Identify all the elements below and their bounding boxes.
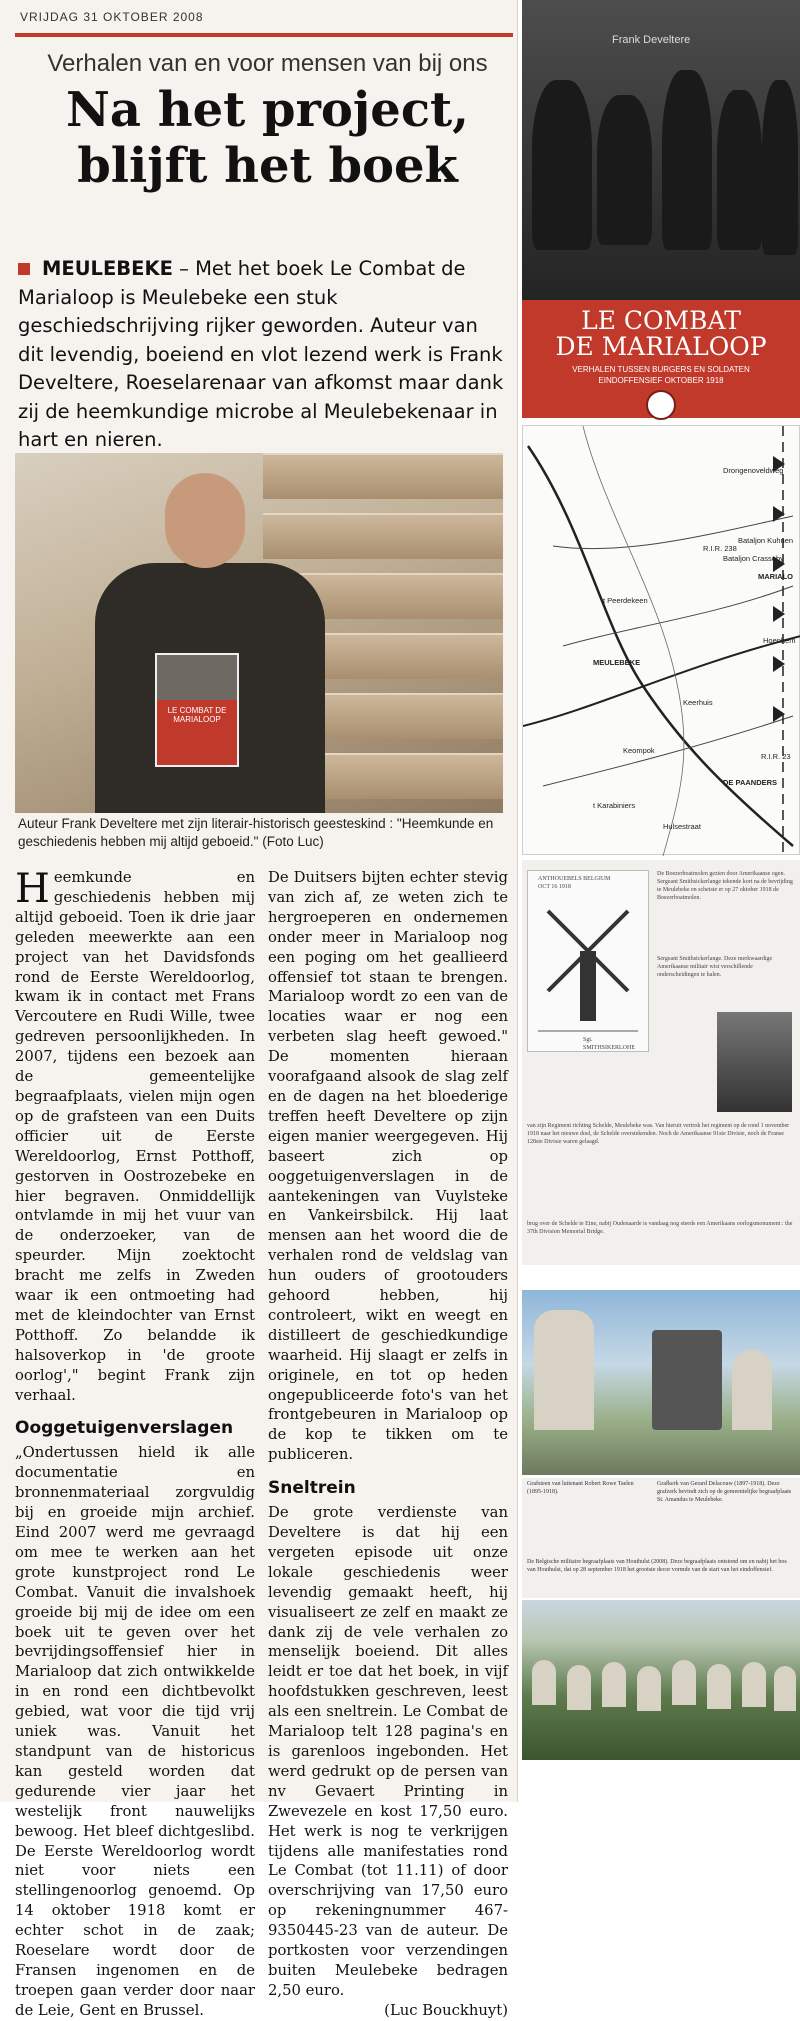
windmill-sketch <box>527 870 649 1052</box>
col2-paragraph-1: De Duitsers bijten echter stevig van zich af, ze weten zich te hergroeperen en ondernemen onder meer in Marialoop nog een poging om het geallieerd offensief tot staan te brengen. Marialoop wordt zo een van de locaties waar er nog een verbeten slag heeft gewoed." De momenten hieraan voorafgaand alsook de slag zelf en de dagen na het bloederige treffen heeft Develtere op zijn eigen manier weergegeven. Hij baseert zich op ooggetuigenverslagen in de aantekeningen van Vuylsteke en Vankeirsbilck. Hij laat mensen aan het woord die de verhalen rond de veldslag van hun ouders of grootouders gehoord hebben, hij controleert, wikt en weegt en distilleert de geschiedkundige waarheid. Hij slaagt er zelfs in originele, en tot op heden ongepubliceerde foto's van het frontgebeuren in Marialoop op de kop te tikken om te publiceren. <box>268 869 508 1464</box>
map-label: Bataljon Kuhnen <box>738 536 794 545</box>
grave-photos <box>522 1290 800 1475</box>
subhead-sneltrein: Sneltrein <box>268 1478 356 1499</box>
map-label: MARIALO <box>758 572 793 581</box>
map-label: R.I.R. 23 <box>761 752 791 761</box>
map-label: Bataljon Crasseby <box>723 554 784 563</box>
blank-area <box>522 1765 800 1802</box>
page-text-top: De Boezerboatmolen gezien door Amerikaanse ogen. Sergeant Smithsickerlange tekende kort na de bevrijding te Meulebeke en schetste er op 27 oktober 1918 de Boezerboatmolen. <box>657 871 793 901</box>
article-column-1 <box>15 868 255 2021</box>
lead-text: – Met het boek Le Combat de Marialoop is Meulebeke een stuk geschiedschrijving rijker geworden. Auteur van dit levendig, boeiend en vlot lezend werk is Frank Develtere, Roeselarenaar van afkomst maar dank zij de heemkundige microbe al Meulebekenaar in hart en nieren. <box>18 257 504 451</box>
red-rule <box>15 33 513 37</box>
col2-paragraph-2: De grote verdienste van Develtere is dat hij een vergeten episode uit onze lokale geschiedenis weer levendig gemaakt heeft, hij visualiseert ze zelf en maakt ze dank zij de vele verhalen zo menselijk boeiend. Dit alles leidt er toe dat het boek, in vijf hoofdstukken geschreven, leest als een sneltrein. Le Combat de Marialoop telt 128 pagina's en is garenloos ingebonden. Het werd gedrukt op de persen van nv Gevaert Printing in Zwevezele en kost 17,50 euro. Het werk is nog te verkrijgen tijdens alle manifestaties rond Le Combat (tot 11.11) of door overschrijving van 17,50 euro op rekeningnummer 467-9350445-23 van de auteur. De portkosten voor verzendingen buiten Meulebeke bedragen 2,50 euro. <box>268 1504 508 1999</box>
gravestone <box>732 1350 772 1430</box>
lead-paragraph <box>18 255 508 455</box>
soldier-portrait <box>717 1012 792 1112</box>
author-head <box>165 473 245 568</box>
headline <box>20 82 515 194</box>
map-label: Hulsestraat <box>663 822 701 831</box>
cover-photo-caption: Frank Develtere <box>612 34 691 46</box>
gravestone <box>534 1310 594 1430</box>
book-cover-photo <box>522 0 800 300</box>
author-credit: (Luc Bouckhuyt) <box>384 2001 508 2019</box>
map-label: DE PAANDERS <box>723 778 778 787</box>
headline-line-2: blijft het boek <box>77 138 458 194</box>
book-title-line-1: LE COMBAT <box>581 306 741 335</box>
page-text-bridge: brug over de Schelde te Eine, nabij Oudenaarde is vandaag nog steeds een Amerikaans oorlogsmonument : the 37th Division Memorial Bridge. <box>527 1221 793 1235</box>
col1-paragraph-2: „Ondertussen hield ik alle documentatie en bronnenmateriaal zorgvuldig bij en groeide mijn archief. Eind 2007 werd me gevraagd om mee te werken aan het grote kunstproject rond Le Combat. Vanuit die invalshoek groeide bij mij de idee om een boek uit te geven over het bevrijdingsoffensief hier in Marialoop dat zich ontwikkelde in en rond een dichtbevolkt gebied, wat voor die tijd vrij uniek was. Vanuit het standpunt van de historicus kan gesteld worden dat gedurende vier jaar het westelijk front nauwelijks bewoog. Het bleef dichtgeslibd. De Eerste Wereldoorlog wordt niet voor niets een stellingenoorlog genoemd. Op 14 oktober 1918 komt er echter schot in de zaak; Roeselare wordt door de Fransen ingenomen en de troepen gaan verder door naar de Leie, Gent en Brussel. <box>15 1444 255 2019</box>
col1-paragraph-1: eemkunde en geschiedenis hebben mij altijd geboeid. Toen ik drie jaar geleden meewerkte aan een project van het Davidsfonds rond de Eerste Wereldoorlog, kwam ik in contact met Frans Vercoutere en Rudi Wille, twee gedreven persoonlijkheden. In 2007, tijdens een bezoek aan de gemeentelijke begraafplaats, vielen mijn ogen op de grafsteen van een Duits officier uit de Eerste Wereldoorlog, Ernst Potthoff, gestorven in Oostrozebeke en hier begraven. Onmiddellijk ontvlamde in mij het vuur van de onderzoeker, van de speurder. Mijn zoektocht bracht me zelfs in Zweden waar ik een ontmoeting had met de kleindochter van Ernst Potthoff. Zo belandde ik halsoverkop in 'de groote oorlog'," begint Frank zijn verhaal. <box>15 869 255 1404</box>
cemetery-caption: De Belgische militaire begraafplaats van Houthulst (2008). Deze begraafplaats ontstond om en nabij het bos van Houthulst, dat op 28 september 1918 het grootste decor vormde van de start van het eindoffensief. <box>527 1559 787 1573</box>
article-column-2 <box>268 868 508 2021</box>
grave-captions <box>522 1478 800 1598</box>
cemetery-photo <box>522 1600 800 1760</box>
sketch-caption: ANTHOUEBELS BELGIUM OCT 16 1918 <box>538 876 611 890</box>
book-cover-title: LE COMBAT DE MARIALOOP <box>167 706 227 724</box>
map-label: Drongenoveldweg <box>723 466 784 475</box>
map-label: Hoenhem <box>763 636 796 645</box>
photo-caption: Auteur Frank Develtere met zijn literair-historisch geesteskind : "Heemkunde en geschiedenis hebben mij altijd geboeid." (Foto Luc) <box>18 816 494 849</box>
book-subtitle-1: VERHALEN TUSSEN BURGERS EN SOLDATEN <box>572 365 750 374</box>
battle-map <box>522 425 800 855</box>
book-in-hand <box>155 653 239 767</box>
book-subtitle <box>522 364 800 386</box>
page-text-mid: Sergeant Smithsickerlange. Deze merkwaardige Amerikaanse militair wist verschillende onderscheidingen te halen. <box>657 956 773 978</box>
lead-place: MEULEBEKE <box>42 257 173 280</box>
map-label: t Peerdekeen <box>603 596 648 605</box>
book-cover-title-panel <box>522 300 800 418</box>
windmill-icon <box>528 871 648 1051</box>
drop-cap: H <box>15 866 50 912</box>
emblem-icon <box>646 390 676 420</box>
map-label: Keerhuis <box>683 698 713 707</box>
subhead-ooggetuigenverslagen: Ooggetuigenverslagen <box>15 1418 234 1439</box>
headline-line-1: Na het project, <box>66 82 469 138</box>
kicker: Verhalen van en voor mensen van bij ons <box>47 50 488 77</box>
sketch-signature: Sgt. SMITHSIKERLOHE <box>583 1037 635 1051</box>
book-page-spread <box>522 860 800 1265</box>
book-title <box>522 308 800 360</box>
book-subtitle-2: EINDOFFENSIEF OKTOBER 1918 <box>598 376 724 385</box>
dateline: VRIJDAG 31 OKTOBER 2008 <box>20 10 204 24</box>
map-label: Keompok <box>623 746 655 755</box>
map-label: R.I.R. 238 <box>703 544 737 553</box>
grave-caption-right: Grafkerk van Gerard Delacouw (1897-1918). Deze grafzerk bevindt zich op de gemeentelijke begraafplaats St. Amandus te Meulebeke. <box>657 1481 792 1503</box>
author-photo <box>15 453 503 813</box>
map-label: MEULEBEKE <box>593 658 641 667</box>
page-text-bottom: van zijn Regiment richting Schelde, Meulebeke was. Van hieruit vertrok het regiment op de rond 1 november 1918 naar het nieuwe doel, de Schelde overstekenden. Noch de Amerikaanse 91ste Divisie, noch de Franse 128ste Divisie waren gelaagd. <box>527 1123 790 1145</box>
book-title-line-2: DE MARIALOOP <box>555 332 767 361</box>
map-label: t Karabiniers <box>593 801 636 810</box>
red-square-icon <box>18 263 30 275</box>
cross-grave <box>652 1330 722 1430</box>
grave-caption-left: Grafsteen van luitenant Robert Rowe Taelen (1895-1918). <box>527 1481 634 1495</box>
map-lines <box>523 426 800 856</box>
